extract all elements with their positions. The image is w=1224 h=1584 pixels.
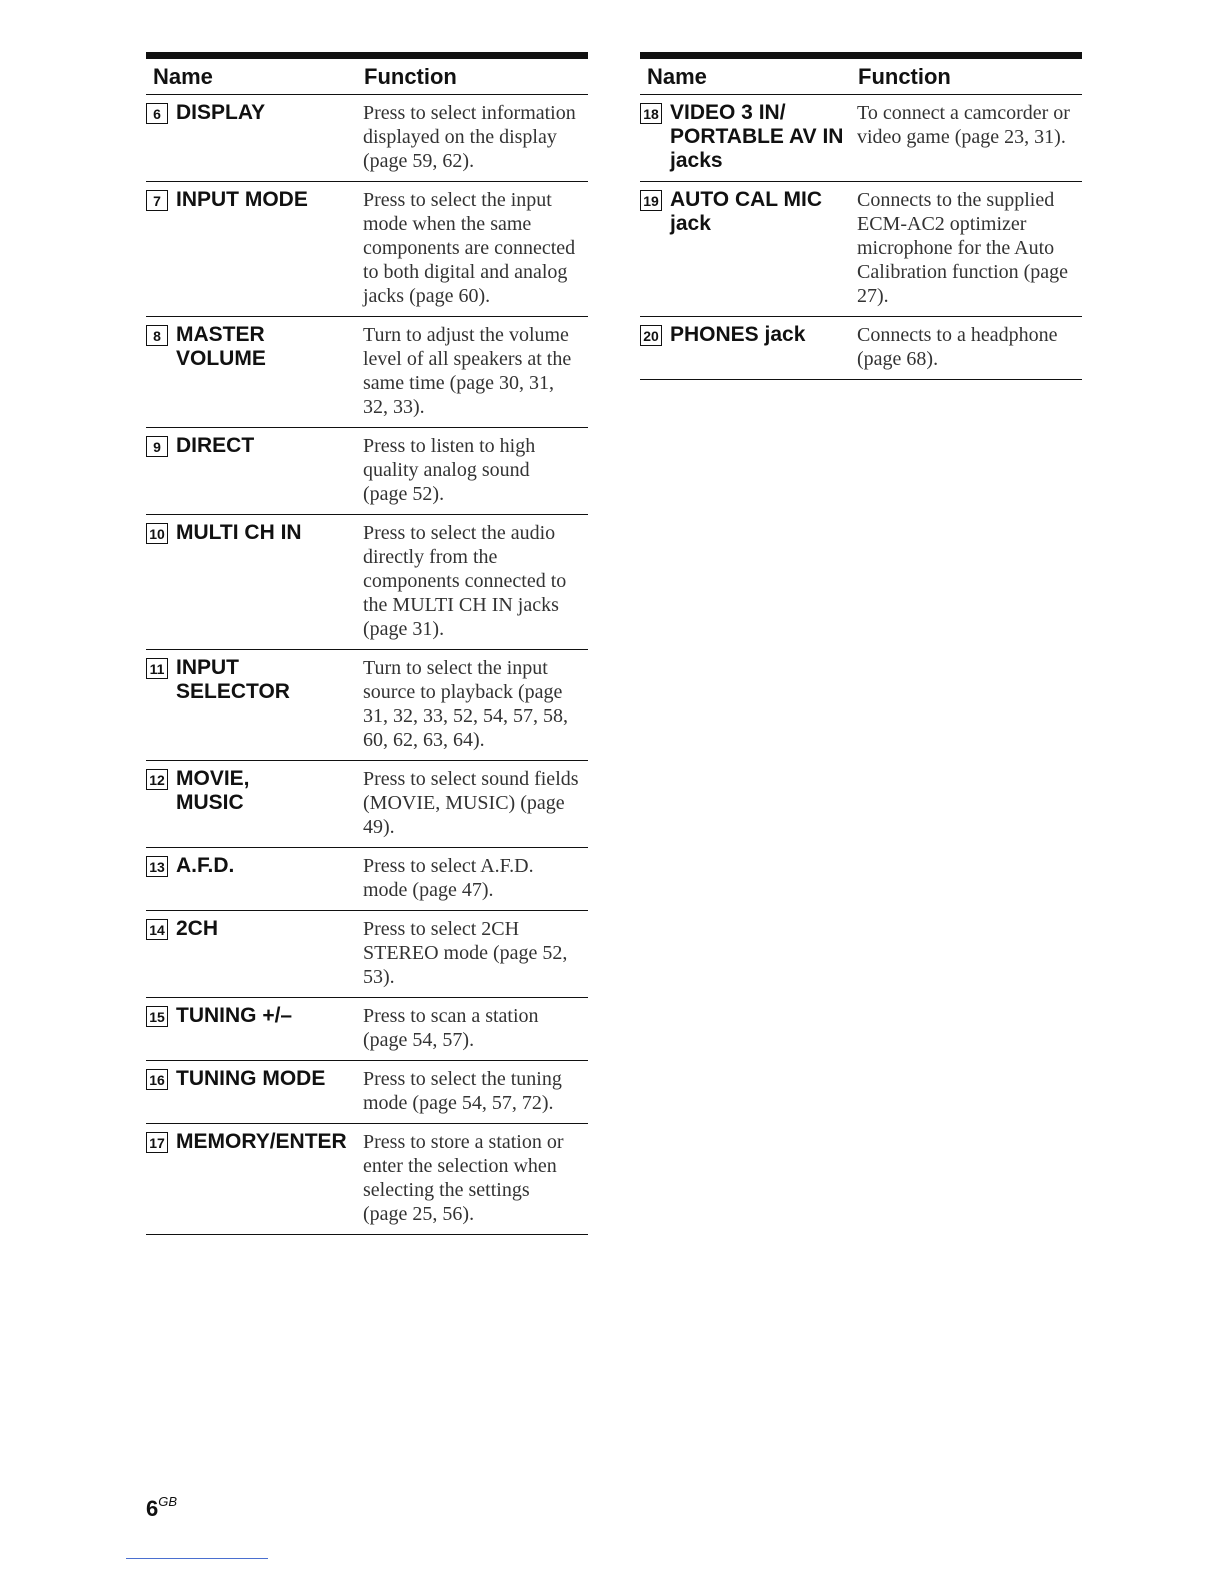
item-function: Press to select the input mode when the same components are connected to both digital and analog jacks (page 60). [363,189,576,307]
name-column-header: Name [153,63,213,89]
function-column-header: Function [858,63,951,89]
page-number-value: 6 [146,1496,159,1521]
item-name: VIDEO 3 IN/ PORTABLE AV IN jacks [670,101,844,172]
item-function: Press to select 2CH STEREO mode (page 52, 53). [363,918,568,988]
item-name: DISPLAY [176,101,266,124]
table-row [640,95,1082,182]
table-row [146,95,588,182]
footer-divider [126,1558,268,1559]
table-row [146,848,588,911]
table-header [146,52,588,95]
item-function: Connects to the supplied ECM-AC2 optimizer microphone for the Auto Calibration function (page 27). [857,189,1069,307]
item-number: 18 [640,103,662,124]
item-function: Press to select sound fields (MOVIE, MUSIC) (page 49). [363,768,579,838]
page-number [146,1496,177,1522]
item-number: 13 [146,856,168,877]
name-column-header: Name [647,63,707,89]
item-name: INPUT MODE [176,188,308,211]
right-table [640,52,1082,380]
table-row [640,317,1082,380]
item-function: Connects to a headphone (page 68). [857,324,1058,370]
item-function: Press to select information displayed on the display (page 59, 62). [363,102,576,172]
item-name: INPUT SELECTOR [176,656,290,703]
table-row [146,911,588,998]
item-number: 16 [146,1069,168,1090]
item-name: A.F.D. [176,854,235,877]
item-number: 7 [146,190,168,211]
item-function: Press to scan a station (page 54, 57). [363,1005,539,1051]
item-name: PHONES jack [670,323,806,346]
table-row [146,317,588,428]
item-function: Turn to adjust the volume level of all speakers at the same time (page 30, 31, 32, 33). [363,324,572,418]
table-row [146,998,588,1061]
item-number: 12 [146,769,168,790]
item-number: 8 [146,325,168,346]
item-name: MASTER VOLUME [176,323,266,370]
item-name: TUNING MODE [176,1067,326,1090]
item-name: AUTO CAL MIC jack [670,188,823,235]
item-number: 19 [640,190,662,211]
item-function: Turn to select the input source to playback (page 31, 32, 33, 52, 54, 57, 58, 60, 62, 63, 64). [363,657,568,751]
table-row [146,650,588,761]
item-name: TUNING +/– [176,1004,293,1027]
item-number: 17 [146,1132,168,1153]
item-number: 14 [146,919,168,940]
table-row [146,761,588,848]
function-column-header: Function [364,63,457,89]
item-number: 6 [146,103,168,124]
left-table [146,52,588,1235]
item-function: Press to listen to high quality analog sound (page 52). [363,435,536,505]
table-row [146,428,588,515]
table-row [640,182,1082,317]
item-number: 10 [146,523,168,544]
item-function: Press to select the tuning mode (page 54, 57, 72). [363,1068,562,1114]
item-number: 9 [146,436,168,457]
item-function: Press to select the audio directly from the components connected to the MULTI CH IN jacks (page 31). [363,522,567,640]
page-number-suffix: GB [158,1494,178,1509]
item-name: MOVIE, MUSIC [176,767,250,814]
table-row [146,515,588,650]
table-header [640,52,1082,95]
item-number: 11 [146,658,168,679]
item-number: 15 [146,1006,168,1027]
table-row [146,182,588,317]
item-name: DIRECT [176,434,255,457]
item-function: Press to select A.F.D. mode (page 47). [363,855,534,901]
item-number: 20 [640,325,662,346]
item-name: 2CH [176,917,219,940]
item-function: Press to store a station or enter the selection when selecting the settings (page 25, 56). [363,1131,564,1225]
table-row [146,1124,588,1235]
item-function: To connect a camcorder or video game (page 23, 31). [857,102,1070,148]
item-name: MULTI CH IN [176,521,302,544]
item-name: MEMORY/ENTER [176,1130,347,1153]
table-row [146,1061,588,1124]
